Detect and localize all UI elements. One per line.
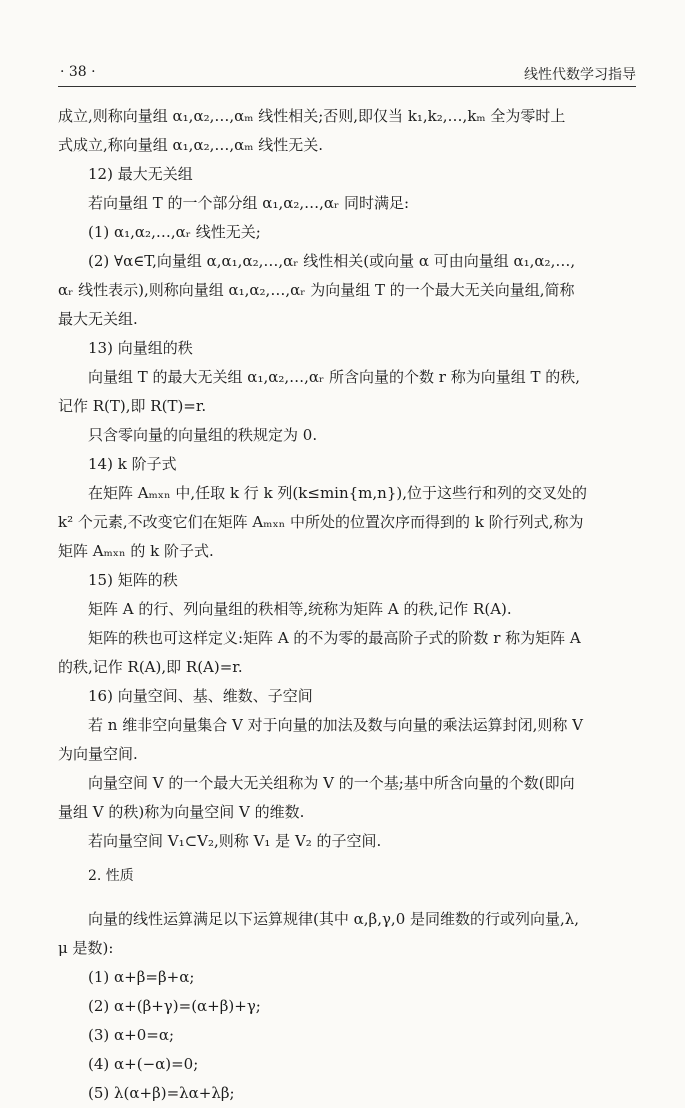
text-line: 若 n 维非空向量集合 V 对于向量的加法及数与向量的乘法运算封闭,则称 V xyxy=(88,716,583,734)
subheading-matrix-rank: 15) 矩阵的秩 xyxy=(88,571,178,589)
text-line: αᵣ 线性表示),则称向量组 α₁,α₂,…,αᵣ 为向量组 T 的一个最大无关向量组,简称 xyxy=(58,281,575,299)
text-line: 若向量组 T 的一个部分组 α₁,α₂,…,αᵣ 同时满足: xyxy=(88,194,410,212)
formula-line: (5) λ(α+β)=λα+λβ; xyxy=(88,1084,235,1102)
formula-line: (4) α+(−α)=0; xyxy=(88,1055,199,1073)
subheading-vector-space: 16) 向量空间、基、维数、子空间 xyxy=(88,687,313,705)
text-line: 式成立,称向量组 α₁,α₂,…,αₘ 线性无关. xyxy=(58,136,323,154)
text-line: 的秩,记作 R(A),即 R(A)=r. xyxy=(58,658,243,676)
page-header xyxy=(58,62,636,87)
running-title: 线性代数学习指导 xyxy=(524,67,636,83)
subheading-max-independent-set: 12) 最大无关组 xyxy=(88,165,193,183)
text-line: 矩阵 A 的行、列向量组的秩相等,统称为矩阵 A 的秩,记作 R(A). xyxy=(88,600,512,618)
text-line: (2) ∀α∈T,向量组 α,α₁,α₂,…,αᵣ 线性相关(或向量 α 可由向量组 α₁,α₂,…, xyxy=(88,252,576,270)
text-line: 为向量空间. xyxy=(58,745,138,763)
text-line: (1) α₁,α₂,…,αᵣ 线性无关; xyxy=(88,223,261,241)
text-line: 矩阵 Aₘₓₙ 的 k 阶子式. xyxy=(58,542,214,560)
text-line: 只含零向量的向量组的秩规定为 0. xyxy=(88,426,318,444)
text-line: 成立,则称向量组 α₁,α₂,…,αₘ 线性相关;否则,即仅当 k₁,k₂,…,kₘ 全为零时上 xyxy=(58,107,566,125)
text-line: 向量的线性运算满足以下运算规律(其中 α,β,γ,0 是同维数的行或列向量,λ, xyxy=(88,910,580,928)
text-line: μ 是数): xyxy=(58,939,114,957)
text-line: 矩阵的秩也可这样定义:矩阵 A 的不为零的最高阶子式的阶数 r 称为矩阵 A xyxy=(88,629,581,647)
text-line: 最大无关组. xyxy=(58,310,138,328)
text-line: 量组 V 的秩)称为向量空间 V 的维数. xyxy=(58,803,305,821)
section-heading: 2. 性质 xyxy=(88,868,134,884)
page-body xyxy=(58,102,638,1108)
text-line: 向量组 T 的最大无关组 α₁,α₂,…,αᵣ 所含向量的个数 r 称为向量组 T 的秩, xyxy=(88,368,581,386)
formula-line: (3) α+0=α; xyxy=(88,1026,175,1044)
page-number: · 38 · xyxy=(60,64,96,80)
subheading-k-order-minor: 14) k 阶子式 xyxy=(88,455,177,473)
subheading-rank-of-vector-set: 13) 向量组的秩 xyxy=(88,339,193,357)
text-line: 记作 R(T),即 R(T)=r. xyxy=(58,397,207,415)
text-line: 在矩阵 Aₘₓₙ 中,任取 k 行 k 列(k≤min{m,n}),位于这些行和列的交叉处的 xyxy=(88,484,587,502)
formula-line: (2) α+(β+γ)=(α+β)+γ; xyxy=(88,997,261,1015)
text-line: k² 个元素,不改变它们在矩阵 Aₘₓₙ 中所处的位置次序而得到的 k 阶行列式,称为 xyxy=(58,513,584,531)
formula-line: (1) α+β=β+α; xyxy=(88,968,195,986)
text-line: 向量空间 V 的一个最大无关组称为 V 的一个基;基中所含向量的个数(即向 xyxy=(88,774,575,792)
text-line: 若向量空间 V₁⊂V₂,则称 V₁ 是 V₂ 的子空间. xyxy=(88,832,382,850)
